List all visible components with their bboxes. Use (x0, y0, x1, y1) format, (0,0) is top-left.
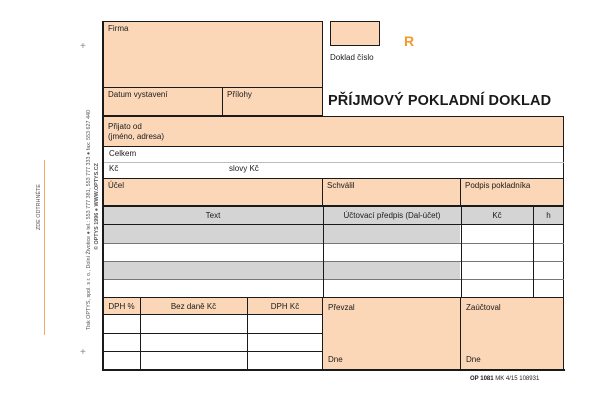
printer-info-line1: Tisk OPTYS, spol. s r. o., Dolní Životice ● tel.: 553 777 381, 553 777 333 ● fax: 553 627 440 (86, 110, 92, 330)
col-header-text: Text (205, 211, 221, 220)
form-code-bold: OP 1081 (470, 376, 494, 382)
zauctoval-field[interactable] (461, 297, 564, 370)
doklad-cislo-label: Doklad číslo (330, 53, 374, 62)
form-code (470, 376, 539, 382)
prijato-od-field[interactable] (103, 116, 564, 147)
table-col-line (461, 206, 462, 297)
col-header-kc: Kč (492, 211, 502, 220)
podpis-pokladnika-label: Podpis pokladníka (465, 181, 531, 190)
zauctoval-dne-label: Dne (466, 355, 481, 364)
table-row-line (103, 261, 564, 262)
table-row-line (103, 243, 564, 244)
crop-mark-top: + (80, 41, 86, 52)
kc-label: Kč (109, 164, 119, 173)
ucel-field[interactable] (103, 178, 323, 206)
dph-table-body[interactable] (103, 315, 323, 370)
cut-here-text: ZDE ODTRHNĚTE (36, 184, 42, 230)
document-title: PŘÍJMOVÝ POKLADNÍ DOKLAD (328, 93, 552, 109)
celkem-inner-line (103, 162, 564, 163)
firma-field[interactable] (103, 21, 323, 88)
frame-left (102, 21, 104, 370)
dph-col-line (247, 297, 248, 370)
podpis-pokladnika-field[interactable] (461, 178, 564, 206)
celkem-label: Celkem (109, 149, 137, 158)
prijato-od-label: Přijato od (jméno, adresa) (108, 122, 165, 141)
prilohy-field[interactable] (223, 88, 323, 116)
table-col-line (533, 206, 534, 297)
schvalil-label: Schválil (327, 181, 355, 190)
datum-vystaveni-label: Datum vystavení (108, 90, 168, 99)
form-code-rest: MK 4/15 108931 (495, 376, 540, 382)
ucel-label: Účel (108, 181, 125, 190)
table-col-line (323, 206, 324, 297)
prevzal-dne-label: Dne (328, 355, 343, 364)
dph-percent-header: DPH % (108, 302, 135, 311)
prevzal-label: Převzal (328, 303, 355, 312)
slovy-kc-label: slovy Kč (229, 164, 259, 173)
dph-row-line (103, 333, 323, 334)
col-header-h: h (546, 211, 551, 220)
dph-col-line (140, 297, 141, 370)
table-row[interactable] (104, 261, 460, 279)
prilohy-label: Přílohy (227, 90, 252, 99)
table-row-line (103, 279, 564, 280)
datum-vystaveni-field[interactable] (103, 88, 223, 116)
table-row[interactable] (104, 225, 460, 243)
frame-bottom (102, 369, 565, 371)
perforation-line (44, 160, 45, 335)
dph-row-line (103, 351, 323, 352)
dph-kc-header: DPH Kč (270, 302, 300, 311)
zauctoval-label: Zaúčtoval (466, 303, 501, 312)
schvalil-field[interactable] (323, 178, 461, 206)
copy-mark-r: R (404, 33, 415, 49)
crop-mark-bottom: + (80, 347, 86, 358)
printer-info-line2: © OPTYS 1996 ● WWW.OPTYS.CZ (94, 163, 100, 250)
col-header-uctovaci-predpis: Účtovací předpis (Dal-účet) (343, 211, 441, 220)
bez-dane-header: Bez daně Kč (170, 302, 217, 311)
firma-label: Firma (108, 24, 129, 33)
doklad-cislo-box[interactable] (330, 21, 380, 46)
prevzal-field[interactable] (323, 297, 461, 370)
